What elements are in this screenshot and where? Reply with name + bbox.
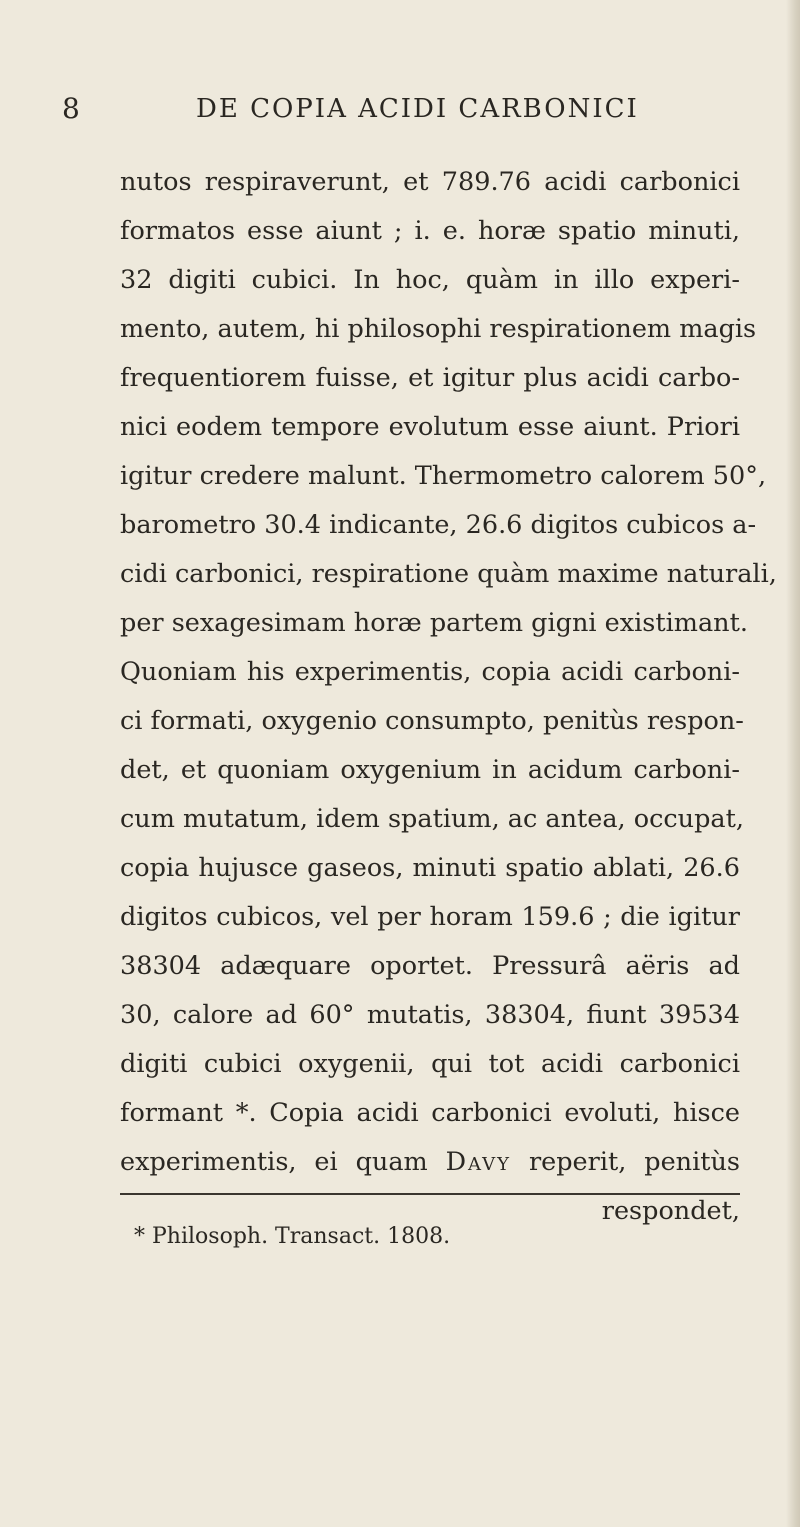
text-line: barometro 30.4 indicante, 26.6 digitos cubicos a- xyxy=(120,510,757,540)
text-line: nutos respiraverunt, et 789.76 acidi carbonici xyxy=(120,167,740,197)
text-line: frequentiorem fuisse, et igitur plus acidi carbo- xyxy=(120,363,740,393)
text-line: per sexagesimam horæ partem gigni existimant. xyxy=(120,608,748,638)
running-title: DE COPIA ACIDI CARBONICI xyxy=(196,94,639,124)
page-number: 8 xyxy=(62,92,80,125)
text-line: formatos esse aiunt ; i. e. horæ spatio minuti, xyxy=(120,216,740,246)
page-edge-shadow xyxy=(786,0,800,1527)
text-line: cidi carbonici, respiratione quàm maxime naturali, xyxy=(120,559,777,589)
footnote: * Philosoph. Transact. 1808. xyxy=(134,1224,451,1249)
text-line: Quoniam his experimentis, copia acidi carboni- xyxy=(120,657,740,687)
author-name-davy: Davy xyxy=(445,1147,512,1177)
text-line: digitos cubicos, vel per horam 159.6 ; die igitur xyxy=(120,902,740,932)
running-head xyxy=(62,91,742,131)
text-line: nici eodem tempore evolutum esse aiunt. Priori xyxy=(120,412,740,442)
text-line: ci formati, oxygenio consumpto, penitùs respon- xyxy=(120,706,744,736)
text-line: digiti cubici oxygenii, qui tot acidi carbonici xyxy=(120,1049,740,1079)
text-line: 32 digiti cubici. In hoc, quàm in illo experi- xyxy=(120,265,740,295)
text-line: copia hujusce gaseos, minuti spatio ablati, 26.6 xyxy=(120,853,740,883)
text-line xyxy=(120,1138,740,1187)
text-line: igitur credere malunt. Thermometro calorem 50°, xyxy=(120,461,767,491)
text-line: mento, autem, hi philosophi respirationem magis xyxy=(120,314,757,344)
text-line: 30, calore ad 60° mutatis, 38304, fiunt 39534 xyxy=(120,1000,740,1030)
text-line: det, et quoniam oxygenium in acidum carboni- xyxy=(120,755,740,785)
footnote-rule xyxy=(120,1193,740,1195)
text-line: cum mutatum, idem spatium, ac antea, occupat, xyxy=(120,804,744,834)
body-text xyxy=(120,158,777,1236)
text-line: 38304 adæquare oportet. Pressurâ aëris ad xyxy=(120,951,740,981)
text-line: formant *. Copia acidi carbonici evoluti, hisce xyxy=(120,1098,740,1128)
text-segment: experimentis, ei quam xyxy=(120,1147,428,1177)
text-line-last: respondet, xyxy=(601,1196,740,1226)
text-segment: reperit, penitùs xyxy=(528,1147,740,1177)
